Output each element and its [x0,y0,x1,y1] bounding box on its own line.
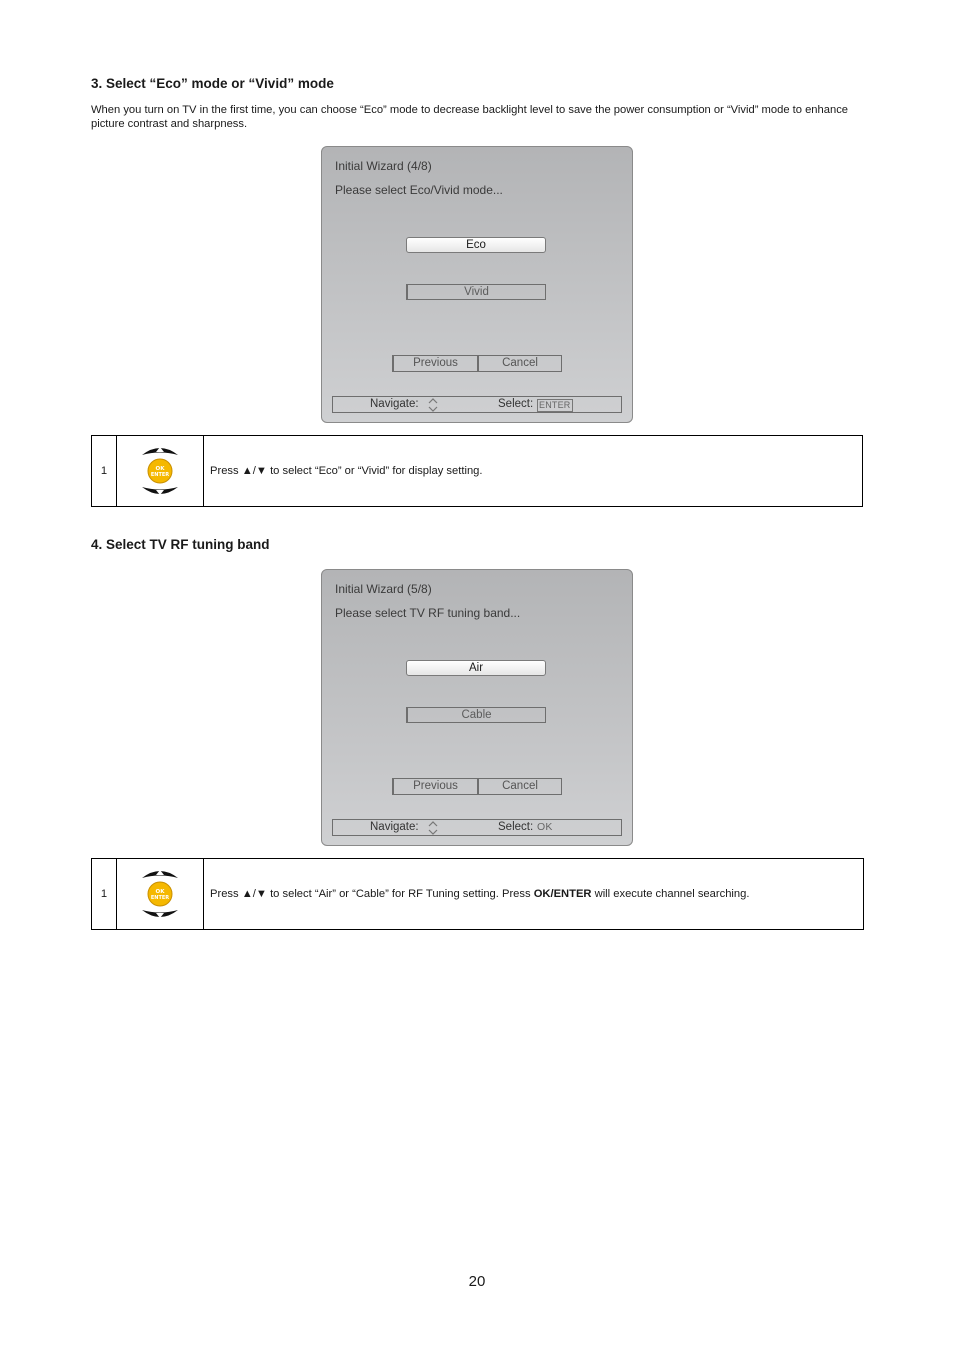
navigate-label: Navigate: [370,821,419,833]
section-3-intro: When you turn on TV in the first time, you can choose “Eco” mode to decrease backlight level to save the power consumption or “Vivid” mode to enhance picture contrast and sharpness. [91,104,849,130]
wizard-status-bar [332,819,622,836]
remote-up-down-ok-icon [141,865,179,923]
previous-button[interactable]: Previous [392,778,478,795]
enter-key-icon: ENTER [539,400,571,410]
cancel-button[interactable]: Cancel [478,355,562,372]
select-label: Select: [498,398,534,410]
eco-option[interactable]: Eco [406,237,546,253]
remote-icon-cell [117,436,204,507]
enter-text: ENTER [150,472,170,478]
cable-option[interactable]: Cable [406,707,546,723]
ok-text: OK [155,889,165,895]
step-number: 1 [92,436,117,507]
section-4-steps-table [91,858,864,930]
wizard-prompt: Please select TV RF tuning band... [335,606,521,620]
remote-icon-cell [117,859,204,930]
remote-up-down-ok-icon [141,442,179,500]
wizard-title: Initial Wizard (4/8) [335,159,432,173]
up-down-arrows-icon [427,396,439,414]
step-description-text: Press ▲/▼ to select “Air” or “Cable” for RF Tuning setting. Press [210,888,534,900]
air-option[interactable]: Air [406,660,546,676]
navigate-label: Navigate: [370,398,419,410]
ok-text: OK [155,466,165,472]
previous-button[interactable]: Previous [392,355,478,372]
up-down-arrows-icon [427,819,439,837]
cancel-button[interactable]: Cancel [478,778,562,795]
rf-band-wizard-dialog [321,569,633,846]
ok-key-icon: OK [537,821,553,833]
step-number: 1 [92,859,117,930]
section-3-steps-table [91,435,863,507]
step-description [204,859,864,930]
eco-vivid-wizard-dialog [321,146,633,423]
wizard-prompt: Please select Eco/Vivid mode... [335,183,503,197]
table-row [92,859,864,930]
step-description: Press ▲/▼ to select “Eco” or “Vivid” for display setting. [204,436,863,507]
step-description-text-end: will execute channel searching. [591,888,750,900]
select-label: Select: [498,821,534,833]
wizard-status-bar [332,396,622,413]
section-3-title: 3. Select “Eco” mode or “Vivid” mode [91,76,334,91]
vivid-option[interactable]: Vivid [406,284,546,300]
wizard-title: Initial Wizard (5/8) [335,582,432,596]
table-row [92,436,863,507]
page-number: 20 [468,1273,486,1290]
section-4-title: 4. Select TV RF tuning band [91,537,270,552]
ok-enter-bold: OK/ENTER [533,888,592,900]
enter-text: ENTER [150,895,170,901]
